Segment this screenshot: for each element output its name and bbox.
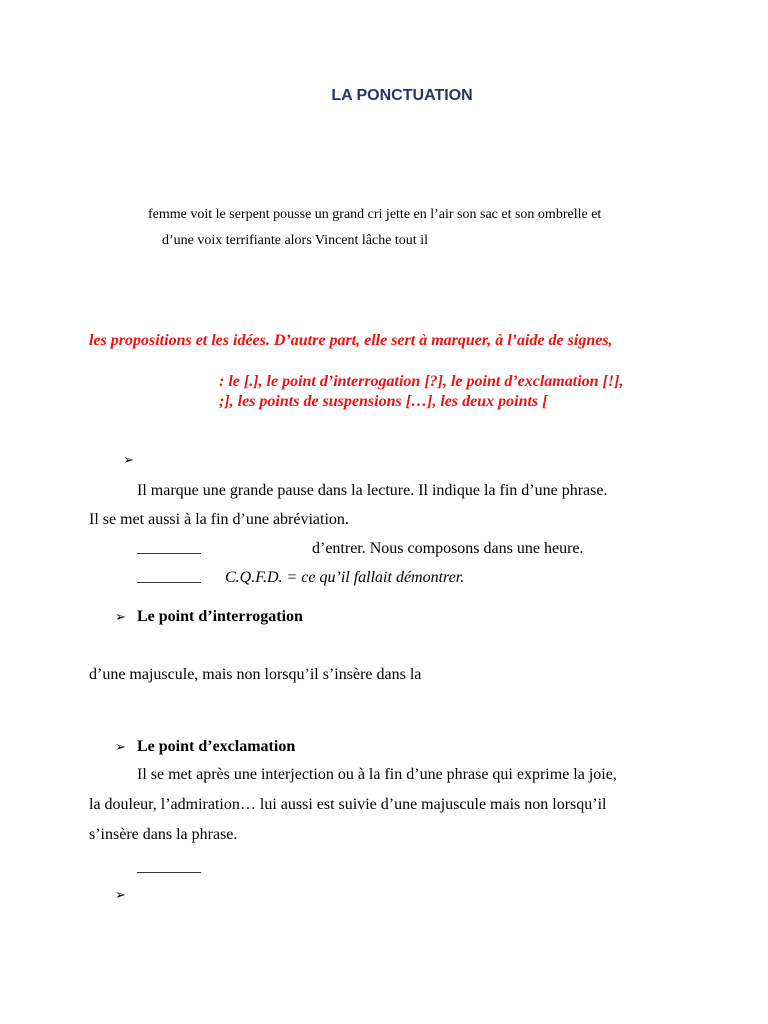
exclamation-heading: Le point d’exclamation <box>137 738 296 755</box>
example-text-1: d’entrer. Nous composons dans une heure. <box>312 540 584 557</box>
page-title: LA PONCTUATION <box>331 87 473 104</box>
interrogation-heading: Le point d’interrogation <box>137 608 303 625</box>
bullet-icon: ➢ <box>115 887 126 902</box>
dictation-line-2: d’une voix terrifiante alors Vincent lâche tout il <box>162 233 428 248</box>
exclamation-text-line-1: Il se met après une interjection ou à la fin d’une phrase qui exprime la joie, <box>137 766 617 783</box>
point-text-line-2: Il se met aussi à la fin d’une abréviation. <box>89 511 349 528</box>
exclamation-text-line-3: s’insère dans la phrase. <box>89 826 238 843</box>
dictation-line-1: femme voit le serpent pousse un grand cri jette en l’air son sac et son ombrelle et <box>148 207 602 222</box>
bullet-icon: ➢ <box>115 609 126 624</box>
example-text-2: C.Q.F.D. = ce qu’il fallait démontrer. <box>225 569 465 586</box>
definition-line-3: ;], les points de suspensions […], les deux points [ <box>219 393 548 410</box>
bullet-icon: ➢ <box>123 452 134 467</box>
point-text-line-1: Il marque une grande pause dans la lecture. Il indique la fin d’une phrase. <box>137 482 608 499</box>
bullet-icon: ➢ <box>115 739 126 754</box>
exclamation-text-line-2: la douleur, l’admiration… lui aussi est suivie d’une majuscule mais non lorsqu’il <box>89 796 607 813</box>
interrogation-text: d’une majuscule, mais non lorsqu’il s’insère dans la <box>89 666 422 683</box>
example-blank-1: ________ <box>137 539 201 556</box>
definition-line-1: les propositions et les idées. D’autre part, elle sert à marquer, à l’aide de signes, <box>89 332 613 349</box>
example-blank-3: ________ <box>137 858 201 875</box>
example-blank-2: ________ <box>137 568 201 585</box>
definition-line-2: : le [.], le point d’interrogation [?], le point d’exclamation [!], <box>219 373 624 390</box>
